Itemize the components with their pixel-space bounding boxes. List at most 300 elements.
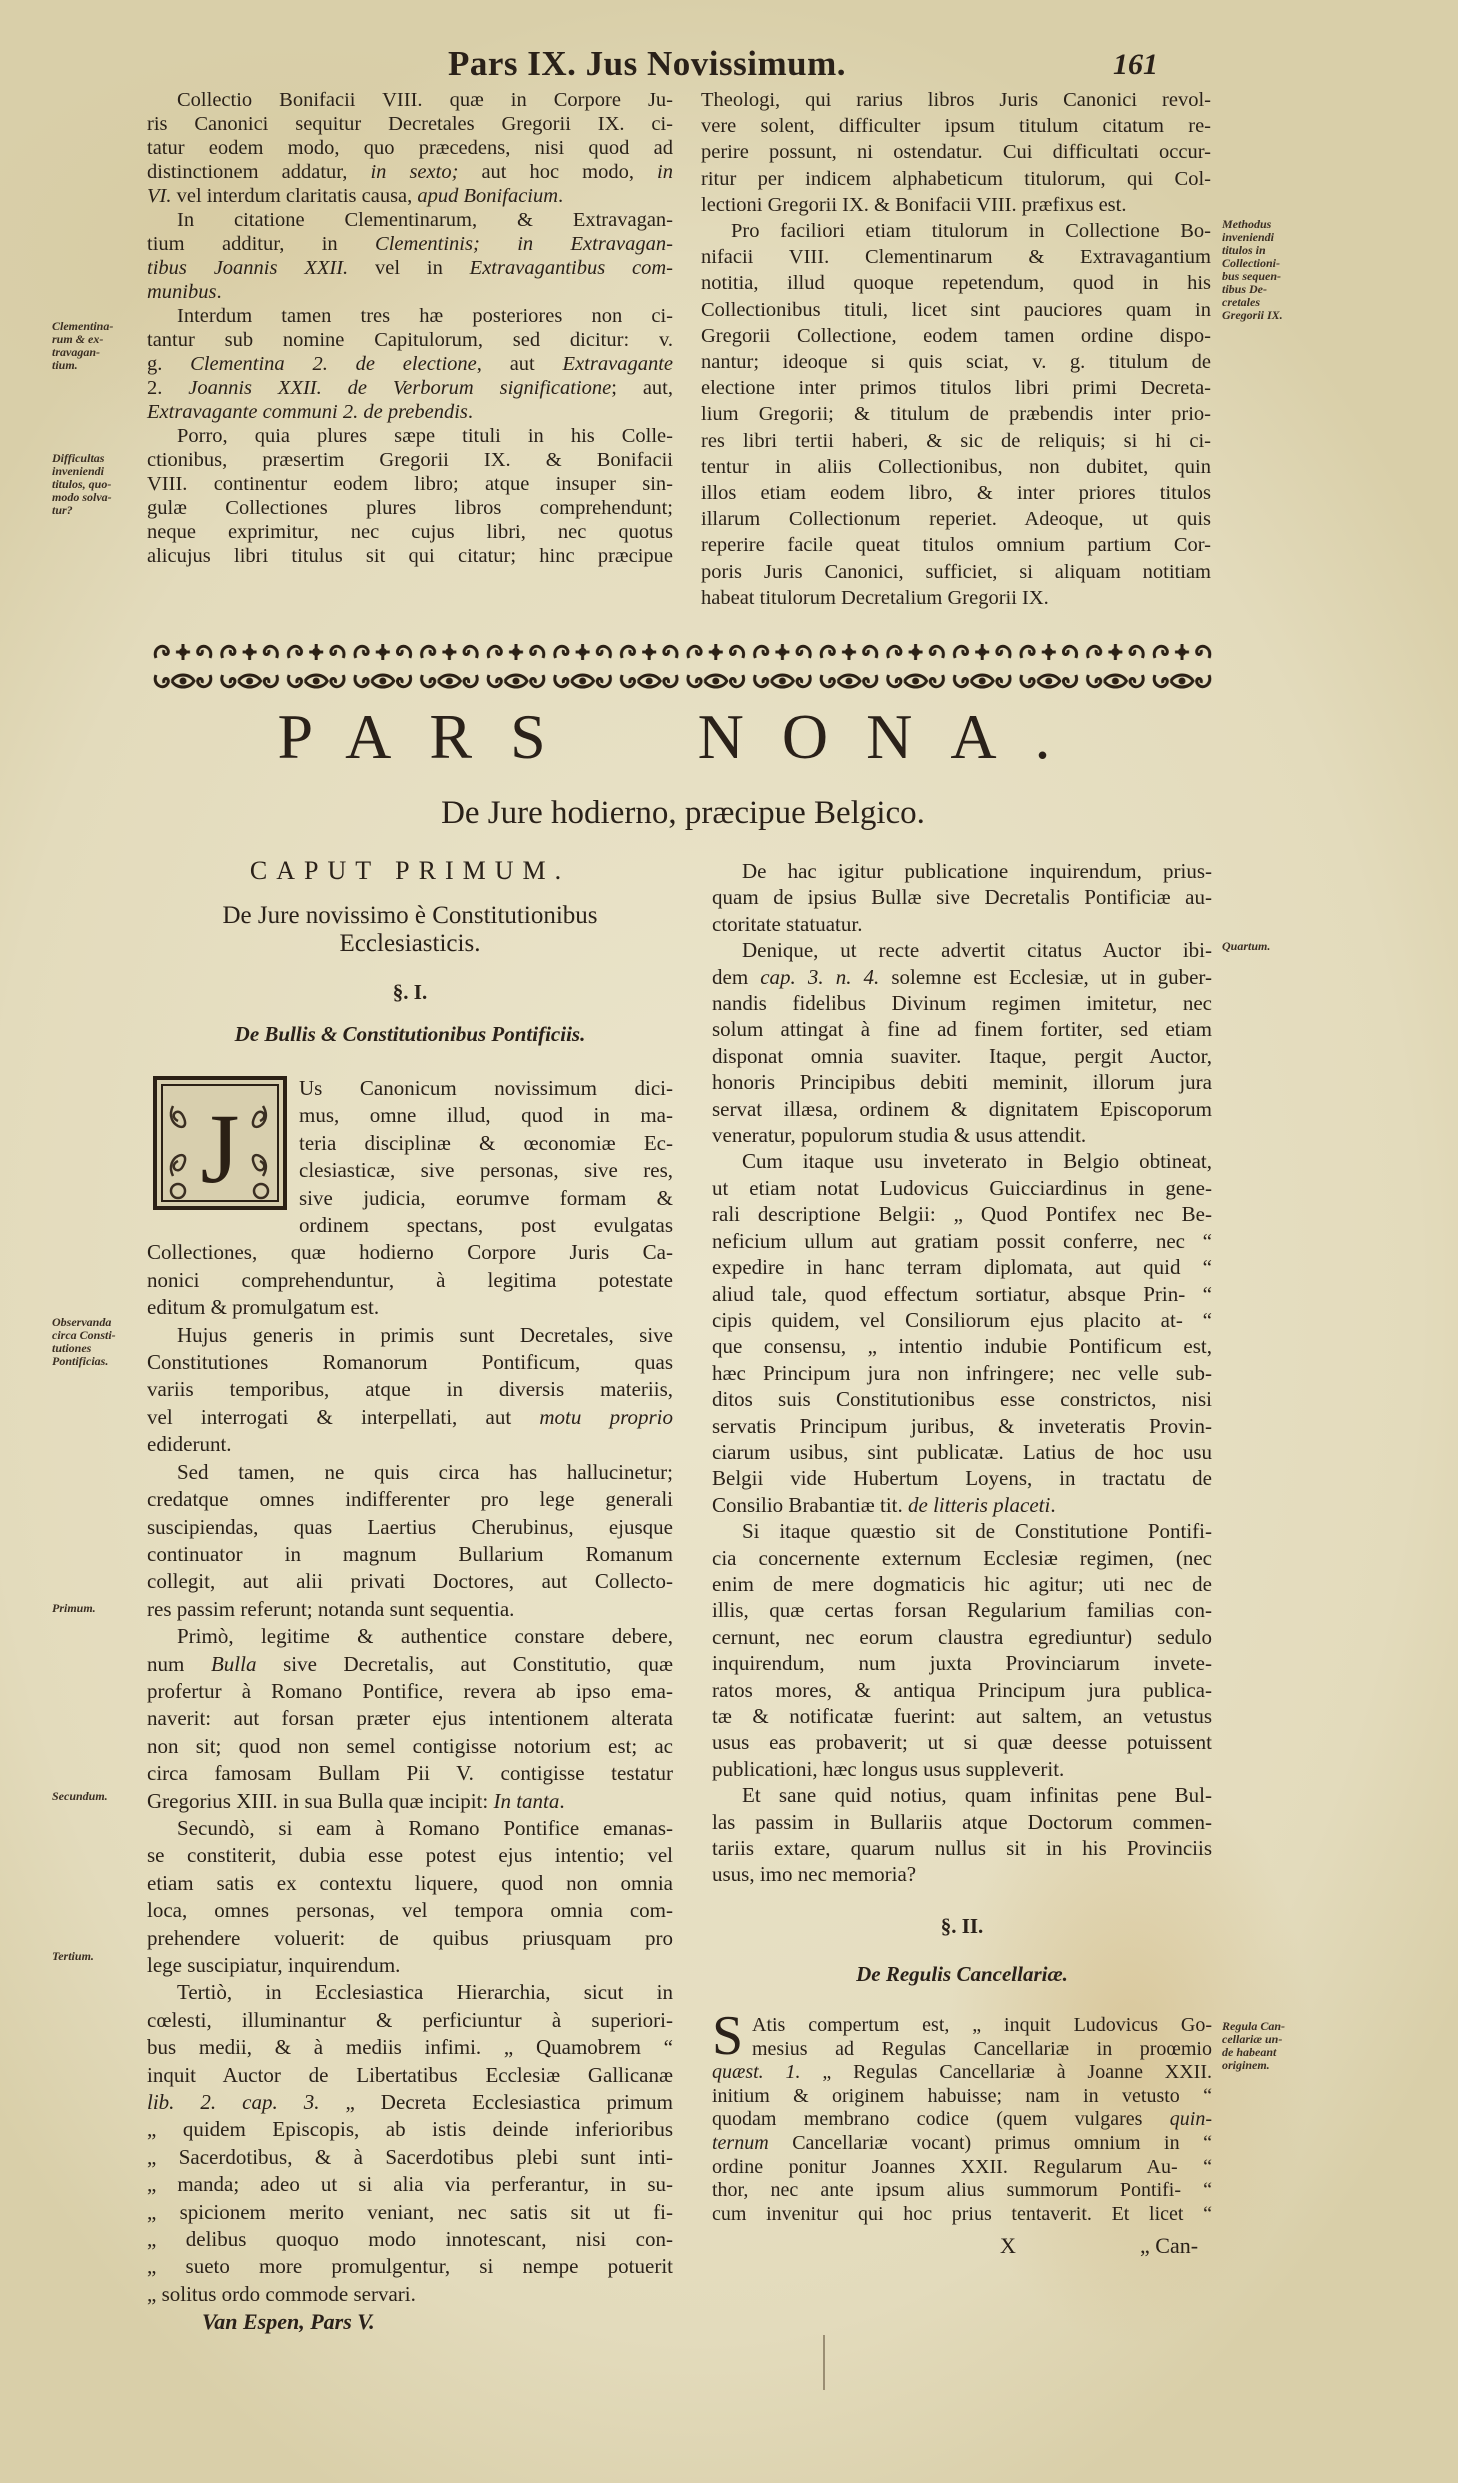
text: ciarum usibus, sint publicatæ. Latius de hoc usu [712, 1439, 1212, 1464]
text-line [147, 1596, 673, 1623]
text: profertur à Romano Pontifice, revera ab ipso ema- [147, 1678, 673, 1703]
text-line [147, 1678, 673, 1705]
text: publicationi, hæc longus usus suppleverit. [712, 1756, 1065, 1781]
paragraph [712, 1148, 1212, 1518]
text-line [147, 520, 673, 544]
text: ritur per indicem alphabeticum titulorum, qui Col- [701, 167, 1211, 190]
text: „ Decreta Ecclesiastica primum [319, 2090, 673, 2115]
text-line [147, 88, 673, 112]
text: de habeant [1222, 2045, 1277, 2059]
italic-text: VI. [147, 185, 172, 207]
text-line [147, 1185, 673, 1212]
text: gulæ Collectiones plures libros comprehendunt; [147, 497, 673, 519]
text: variis temporibus, atque in diversis materiis, [147, 1377, 673, 1402]
text: , aut [476, 353, 563, 375]
text: „ delibus quoquo modo innotescant, nisi con- [147, 2227, 673, 2252]
text-line [712, 1809, 1212, 1835]
text-line [147, 1459, 673, 1486]
drop-cap-letter: S [712, 2005, 744, 2067]
text: Observanda [52, 1315, 112, 1329]
text: cia concernente externum Ecclesiæ regimen, (nec [712, 1545, 1212, 1570]
text: Primò, legitime & authentice constare debere, [177, 1624, 673, 1649]
text: ctoritate statuatur. [712, 911, 863, 936]
text: ctionibus, præsertim Gregorii IX. & Bonifacii [147, 449, 673, 471]
text-line [712, 1465, 1212, 1491]
text: etiam satis ex contextu liquere, quod non omnia [147, 1870, 673, 1895]
text: solemne est Ecclesiæ, ut in guber- [879, 964, 1212, 989]
text: . [216, 281, 222, 303]
text: tentur in aliis Collectionibus, non dubitet, quin [701, 455, 1211, 478]
text: inveniendi [1222, 230, 1275, 244]
text: ratos mores, & antiqua Principum jura publica- [712, 1677, 1212, 1702]
text-line [712, 1386, 1212, 1412]
margin-note [52, 1602, 96, 1615]
text-line [712, 1518, 1212, 1544]
text-line [712, 1756, 1212, 1782]
text: non sit; quod non semel contigisse notorium est; ac [147, 1733, 673, 1758]
paragraph [147, 208, 673, 304]
text: „ manda; adeo ut si alia via perferantur, in su- [147, 2172, 673, 2197]
text-line [147, 1102, 673, 1129]
text-line [701, 270, 1211, 296]
italic-text: cap. 3. n. 4. [760, 964, 880, 989]
text-line [712, 964, 1212, 990]
italic-text: Clementinis; in Extravagan- [375, 233, 673, 255]
text-line [147, 1623, 673, 1650]
text-line [147, 1212, 673, 1239]
text: tatur eodem modo, quo præcedens, nisi quod ad [147, 137, 673, 159]
text-line [147, 1979, 673, 2006]
section-number: §. II. [940, 1914, 984, 1938]
text: inquit Auctor de Libertatibus Ecclesiæ Gallicanæ [147, 2062, 673, 2087]
text-line [712, 884, 1212, 910]
text-line [147, 304, 673, 328]
text: Quartum. [1222, 939, 1271, 953]
text-line [147, 448, 673, 472]
text: illarum Collectionum reperiet. Adeoque, ut quis [701, 508, 1211, 531]
text: que consensu, „ intentio indubie Pontificum est, [712, 1334, 1212, 1359]
text: neque exprimitur, nec cujus libri, nec quotus [147, 521, 673, 543]
text: honoris Principibus debiti meminit, illorum jura [712, 1070, 1212, 1095]
italic-text: lib. 2. cap. 3. [147, 2090, 320, 2115]
text: Gregorii Collectione, eodem tamen ordine dispo- [701, 324, 1211, 347]
text-line [712, 1148, 1212, 1174]
text-line [147, 112, 673, 136]
text: initium & originem habuisse; nam in vetusto “ [712, 2084, 1212, 2107]
text: se constiterit, dubia esse potest ejus intentio; vel [147, 1843, 673, 1868]
text: alicujus libri titulus sit qui citatur; hinc præcipue [147, 545, 673, 567]
text: las passim in Bullariis atque Doctorum commen- [712, 1809, 1212, 1834]
text-line [712, 1624, 1212, 1650]
text-line [147, 136, 673, 160]
text: nonici comprehenduntur, à legitima potestate [147, 1267, 673, 1292]
text: titulos in [1222, 243, 1266, 257]
text: rali descriptione Belgii: „ Quod Pontifex nec Be- [712, 1202, 1212, 1227]
text-line [147, 1404, 673, 1431]
text: servat illæsa, ordinem & dignitatem Episcoporum [712, 1096, 1212, 1121]
text: cretales [1222, 295, 1260, 309]
text: tutiones [52, 1341, 92, 1355]
text: vel interrogati & interpellati, aut [147, 1404, 540, 1429]
text-line [147, 1568, 673, 1595]
text: res libri tertii haberi, & sic de reliquis; si hi ci- [701, 429, 1211, 452]
italic-text: ternum [712, 2131, 769, 2154]
text: tium additur, in [147, 233, 376, 255]
text-line [147, 1239, 673, 1266]
text: Tertiò, in Ecclesiastica Hierarchia, sicut in [177, 1980, 673, 2005]
text: In citatione Clementinarum, & Extravagan- [177, 209, 673, 231]
text: mesius ad Regulas Cancellariæ in proœmio [752, 2037, 1212, 2060]
text-line [712, 1096, 1212, 1122]
text: „ Regulas Cancellariæ à Joanne XXII. [800, 2061, 1213, 2084]
text: Constitutiones Romanorum Pontificum, quas [147, 1350, 673, 1375]
text: „ sueto more promulgentur, si nempe potuerit [147, 2254, 673, 2279]
text: Pro faciliori etiam titulorum in Collectione Bo- [731, 220, 1211, 243]
text-line [147, 2007, 673, 2034]
top-left-column [147, 88, 673, 568]
text-line [147, 2226, 673, 2253]
text-line [712, 1439, 1212, 1465]
paragraph [712, 1782, 1212, 1888]
text-line [712, 1729, 1212, 1755]
text-line [147, 1294, 673, 1321]
text: perire possunt, ni ostendatur. Cui difficultati occur- [701, 141, 1211, 164]
bottom-right-column [712, 858, 1212, 1888]
italic-text: Joannis XXII. de Verborum significatione [188, 377, 612, 399]
text-line [712, 1069, 1212, 1095]
text-line [147, 1870, 673, 1897]
paragraph [147, 1075, 673, 1322]
text-line [147, 472, 673, 496]
italic-text: Bulla [210, 1651, 257, 1676]
text-line [147, 328, 673, 352]
text-line [147, 280, 673, 304]
gutter-mark [823, 2335, 825, 2390]
text: ordine ponitur Joannes XXII. Regularum Au- “ [712, 2155, 1212, 2178]
text-line [147, 1651, 673, 1678]
signature-note: Van Espen, Pars V. [202, 2309, 375, 2335]
text: illis, quæ certas forsan Regularium familias con- [712, 1598, 1212, 1623]
text-line [701, 297, 1211, 323]
text: reperire facile queat titulos omnium partium Cor- [701, 534, 1211, 557]
text: Cancellariæ vocant) primus omnium in “ [768, 2131, 1212, 2154]
text: inquirendum, num juxta Provinciarum invete- [712, 1651, 1212, 1676]
text: disponat omnia suaviter. Itaque, pergit Auctor, [712, 1043, 1212, 1068]
text: „ solitus ordo commode servari. [147, 2281, 416, 2306]
text: habeat titulorum Decretalium Gregorii IX. [701, 586, 1049, 609]
text-line [712, 1201, 1212, 1227]
text: veneratur, populorum studia & usus attendit. [712, 1123, 1087, 1148]
italic-text: apud Bonifacium [417, 185, 559, 207]
text-line [701, 480, 1211, 506]
margin-note [1222, 940, 1270, 953]
drop-cap-letter: J [200, 1093, 240, 1204]
italic-text: In tanta [493, 1788, 560, 1813]
paragraph [147, 88, 673, 208]
text-line [712, 1677, 1212, 1703]
text: VIII. continentur eodem libro; atque insuper sin- [147, 473, 673, 495]
text-line [147, 1760, 673, 1787]
text: nandis fidelibus Divinum regimen imitetur, nec [712, 991, 1212, 1016]
text-line [701, 218, 1211, 244]
text-line [1222, 940, 1270, 953]
text-line [701, 401, 1211, 427]
text-line [147, 1431, 673, 1458]
text: nifacii VIII. Clementinarum & Extravagantium [701, 246, 1211, 269]
text: ; aut, [611, 377, 673, 399]
text-line [147, 2281, 673, 2308]
text-line [147, 424, 673, 448]
text-line [147, 160, 673, 184]
section-title: De Regulis Cancellariæ. [856, 1962, 1068, 1986]
paragraph [712, 2014, 1212, 2226]
text-line [712, 1228, 1212, 1254]
text-line [712, 2203, 1212, 2227]
text: circa famosam Bullam Pii V. contigisse testatur [147, 1761, 673, 1786]
text: tantur sub nomine Capitulorum, sed dicitur: v. [147, 329, 673, 351]
text-line [712, 2085, 1212, 2109]
text-line [147, 256, 673, 280]
text: titulos, quo- [52, 477, 112, 491]
chapter-title: CAPUT PRIMUM. [249, 856, 571, 885]
text: Theologi, qui rarius libros Juris Canonici revol- [701, 89, 1211, 111]
text: bus sequen- [1222, 269, 1282, 283]
text: travagan- [52, 345, 100, 359]
text: solum attingat à fine ad finem fortiter, sed etiam [712, 1017, 1212, 1042]
text: Difficultas [52, 451, 105, 465]
section-number: §. I. [392, 980, 428, 1004]
text-line [701, 349, 1211, 375]
text-line [1222, 309, 1283, 322]
text: cipis quidem, vel Consiliorum ejus placito at- “ [712, 1307, 1212, 1332]
text-line [147, 1733, 673, 1760]
text-line [712, 1016, 1212, 1042]
text: ris Canonici sequitur Decretales Gregorii IX. ci- [147, 113, 673, 135]
text: Sed tamen, ne quis circa has hallucinetur; [177, 1459, 673, 1484]
text: . [1050, 1492, 1056, 1517]
text: sive Decretalis, aut Constitutio, quæ [256, 1651, 673, 1676]
text: credatque omnes indifferenter pro lege generali [147, 1487, 673, 1512]
text: electione inter primos titulos libri primi Decreta- [701, 377, 1211, 400]
text-line [712, 1307, 1212, 1333]
text: suscipiendas, quas Laertius Cherubinus, ejusque [147, 1514, 673, 1539]
text-line [712, 2038, 1212, 2062]
text-line [52, 1950, 94, 1963]
text: Collectio Bonifacii VIII. quæ in Corpore Ju- [177, 89, 673, 111]
text-line [147, 208, 673, 232]
part-title: PARS NONA. [277, 701, 1089, 772]
text: poris Juris Canonici, sufficiet, si aliquam notitiam [701, 560, 1211, 583]
text: Cum itaque usu inveterato in Belgio obtineat, [742, 1149, 1212, 1174]
text-line [147, 1952, 673, 1979]
text: aliud tale, quod effectum sortiatur, absque Prin- “ [712, 1281, 1212, 1306]
section-title: De Bullis & Constitutionibus Pontificiis. [234, 1022, 586, 1046]
text: usus, imo nec memoria? [712, 1862, 917, 1887]
text: Denique, ut recte advertit citatus Auctor ibi- [742, 938, 1212, 963]
text-line [147, 2089, 673, 2116]
text-line [147, 2062, 673, 2089]
text-line [712, 1571, 1212, 1597]
text-line [712, 990, 1212, 1016]
margin-note [1222, 2020, 1285, 2072]
margin-note [52, 452, 112, 517]
text-line [701, 506, 1211, 532]
running-title: Pars IX. Jus Novissimum. [448, 44, 847, 83]
text-line [712, 911, 1212, 937]
text: . [558, 185, 564, 207]
text-line [147, 2253, 673, 2280]
text: neficium ullum aut gratiam possit conferre, nec “ [712, 1228, 1212, 1253]
italic-text: motu proprio [539, 1404, 674, 1429]
text-line [147, 1322, 673, 1349]
text: Pontificias. [52, 1354, 109, 1368]
text: „ spicionem merito veniant, nec satis sit ut fi- [147, 2199, 673, 2224]
text: vel in [348, 257, 470, 279]
text: Hujus generis in primis sunt Decretales, sive [177, 1322, 673, 1347]
text: tur? [52, 503, 73, 517]
text: „ Sacerdotibus, & à Sacerdotibus plebi sunt inti- [147, 2144, 673, 2169]
text: lectioni Gregorii IX. & Bonifacii VIII. præfixus est. [701, 193, 1127, 216]
text-line [147, 184, 673, 208]
text-line [147, 1514, 673, 1541]
text-line [147, 1349, 673, 1376]
text: cernunt, nec eorum claustra egrediuntur) sedulo [712, 1624, 1212, 1649]
text-line [147, 1842, 673, 1869]
italic-text: de litteris placeti [908, 1492, 1051, 1517]
text: Porro, quia plures sæpe tituli in his Colle- [177, 425, 673, 447]
text-line [712, 2108, 1212, 2132]
text-line [147, 2171, 673, 2198]
margin-note [1222, 218, 1283, 322]
text-line [701, 585, 1211, 611]
paragraph [147, 304, 673, 424]
ornament-border-icon [150, 669, 1216, 693]
text: Consilio Brabantiæ tit. [712, 1492, 909, 1517]
text: Gregorius XIII. in sua Bulla quæ incipit: [147, 1788, 494, 1813]
text-line [701, 244, 1211, 270]
text: vere solent, difficulter ipsum titulum citatum re- [701, 115, 1211, 138]
text-line [147, 1705, 673, 1732]
paragraph [712, 1518, 1212, 1782]
paragraph [147, 1322, 673, 1459]
text-line [701, 139, 1211, 165]
text-line [147, 232, 673, 256]
text-line [701, 87, 1211, 113]
text-line [52, 504, 112, 517]
top-right-column [701, 87, 1211, 611]
text: Collectionibus tituli, licet sint pauciores quam in [701, 298, 1211, 321]
text: illos etiam eodem libro, & inter priores titulos [701, 482, 1211, 505]
margin-note [52, 320, 113, 372]
italic-text: in sexto; [370, 161, 459, 183]
paragraph [147, 1979, 673, 2308]
text-line [147, 2116, 673, 2143]
text: clesiasticæ, sive personas, sive res, [299, 1158, 673, 1183]
text-line [701, 428, 1211, 454]
text: originem. [1222, 2058, 1270, 2072]
italic-text: Extravagantibus com- [469, 257, 674, 279]
text-line [712, 1175, 1212, 1201]
part-subtitle: De Jure hodierno, præcipue Belgico. [441, 795, 925, 831]
text: Atis compertum est, „ inquit Ludovicus Go- [752, 2014, 1212, 2036]
italic-text: quin- [1169, 2108, 1212, 2131]
text: ordinem spectans, post evulgatas [299, 1213, 673, 1238]
paragraph [147, 1623, 673, 1815]
text-line [712, 1254, 1212, 1280]
text: rum & ex- [52, 332, 104, 346]
text: continuator in magnum Bullarium Romanum [147, 1541, 673, 1566]
text-line [147, 1075, 673, 1102]
text: . [467, 401, 474, 423]
italic-text: Extravagante [562, 353, 673, 375]
margin-note [52, 1950, 94, 1963]
text-line [52, 1355, 116, 1368]
text-line [147, 352, 673, 376]
bottom-left-column [147, 1075, 673, 2336]
text-line [147, 1815, 673, 1842]
text: inveniendi [52, 464, 105, 478]
text-line [701, 192, 1211, 218]
text-line [1222, 2059, 1285, 2072]
text: cœlesti, illuminantur & perficiuntur à superiori- [147, 2007, 673, 2032]
text: Regula Can- [1222, 2019, 1286, 2033]
text: res passim referunt; notanda sunt sequentia. [147, 1596, 515, 1621]
text: modo solva- [52, 490, 112, 504]
italic-text: in [657, 161, 673, 183]
text: naverit: aut forsan præter ejus intentionem alterata [147, 1706, 673, 1731]
text: notitia, illud quoque repetendum, quod in his [701, 272, 1211, 295]
text: 2. [147, 377, 189, 399]
text-line [147, 1788, 673, 1815]
text-line [712, 2061, 1212, 2085]
margin-note [52, 1316, 116, 1368]
text: num [147, 1651, 211, 1676]
text: Tertium. [52, 1949, 94, 1963]
text: thor, nec ante ipsum alius summorum Pontifi- “ [712, 2179, 1212, 2202]
text: prehendere voluerit: de quibus priusquam pro [147, 1925, 673, 1950]
text-line [712, 858, 1212, 884]
text-line [712, 1835, 1212, 1861]
text-line [712, 1043, 1212, 1069]
text: cum invenitur qui hoc prius tentaverit. Et licet “ [712, 2202, 1212, 2225]
text: servatis Principum juribus, & inveteratis Provin- [712, 1413, 1212, 1438]
text: ut etiam notat Ludovicus Guicciardinus in gene- [712, 1175, 1212, 1200]
text: Si itaque quæstio sit de Constitutione Pontifi- [742, 1519, 1212, 1544]
text: tium. [52, 358, 78, 372]
text-line [701, 323, 1211, 349]
text-line [52, 1790, 108, 1803]
text-line [701, 375, 1211, 401]
text-line [712, 1333, 1212, 1359]
text-line [712, 1281, 1212, 1307]
text-line [701, 454, 1211, 480]
text: Belgii vide Hubertum Loyens, in tractatu de [712, 1466, 1212, 1491]
text: teria disciplinæ & œconomiæ Ec- [299, 1130, 673, 1155]
text-line [712, 1597, 1212, 1623]
text-line [147, 1541, 673, 1568]
text-line [712, 937, 1212, 963]
paragraph [147, 1459, 673, 1623]
text-line [52, 1602, 96, 1615]
text: tæ & notificatæ fuerint: aut saltem, an vetustus [712, 1704, 1212, 1728]
text-line [712, 1360, 1212, 1386]
text: circa Consti- [52, 1328, 116, 1342]
text: De hac igitur publicatione inquirendum, prius- [742, 859, 1212, 883]
text: expedire in hanc terram diplomata, aut quid “ [712, 1255, 1212, 1280]
paragraph [712, 937, 1212, 1148]
text-line [147, 376, 673, 400]
paragraph [147, 424, 673, 568]
